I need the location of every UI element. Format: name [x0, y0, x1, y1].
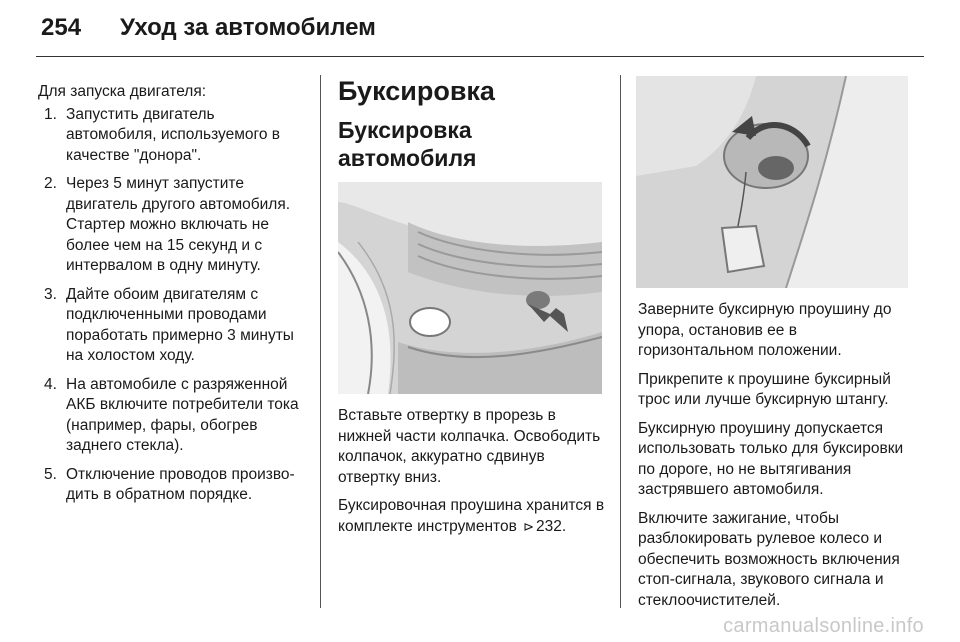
- column-jump-start: [38, 82, 306, 514]
- tow-eye-drawing: [636, 76, 908, 288]
- step-number: 4.: [44, 375, 57, 393]
- list-item: [38, 375, 306, 457]
- column-tow-instructions: [638, 300, 908, 619]
- steps-list: [38, 105, 306, 506]
- list-item: [38, 105, 306, 167]
- intro-text: Для запуска двигателя:: [38, 83, 207, 100]
- list-item: [38, 465, 306, 506]
- page-number: 254: [41, 14, 82, 41]
- column-divider-right: [620, 75, 621, 608]
- instruction-paragraph: [338, 496, 606, 537]
- step-number: 5.: [44, 465, 57, 483]
- step-number: 3.: [44, 285, 57, 303]
- instruction-paragraph: Вставьте отвертку в прорезь в нижней части колпачка. Освободить колпачок, аккуратно сдвинув отвертку вниз.: [338, 407, 601, 486]
- step-text: Запустить двигатель автомобиля, используемого в качестве "донора".: [66, 105, 281, 164]
- step-text: Отключение проводов производить в обратном порядке.: [66, 465, 295, 503]
- cross-reference-page: 232.: [536, 517, 567, 535]
- column-towing: [338, 74, 606, 545]
- watermark: carmanualsonline.info: [723, 615, 924, 637]
- section-title: Буксировка: [338, 76, 495, 106]
- list-item: [38, 285, 306, 367]
- step-number: 2.: [44, 175, 57, 192]
- header-divider: [36, 56, 924, 57]
- subsection-title: Буксировка автомобиля: [338, 117, 477, 171]
- list-item: [38, 174, 306, 277]
- page-header: [36, 12, 924, 52]
- cross-reference-icon: ⊳: [523, 518, 535, 534]
- bumper-illustration: [338, 182, 602, 394]
- step-text: Дайте обоим двигателям с подключенными проводами поработать примерно 3 минуты на холостом ходу.: [66, 285, 294, 364]
- instruction-paragraph: Прикрепите к проушине буксирный трос или лучше буксирную штангу.: [638, 370, 891, 408]
- instruction-paragraph: Включите зажигание, чтобы разблокировать рулевое колесо и обеспечить возможность включения стоп-сигнала, звукового сигнала и стеклоочистителей.: [638, 509, 900, 609]
- storage-text: Буксировочная проушина хранится в комплекте инструментов: [338, 497, 605, 535]
- instruction-paragraph: Заверните буксирную проушину до упора, остановив ее в горизонтальном положении.: [638, 301, 892, 359]
- step-number: 1.: [44, 105, 57, 123]
- bumper-drawing: [338, 182, 602, 394]
- page-title: Уход за автомобилем: [120, 14, 376, 41]
- step-text: Через 5 минут запустите двигатель другого автомобиля. Стартер можно включать не более чем на 15 секунд и с интервалом в одну минуту.: [66, 175, 291, 274]
- column-divider-left: [320, 75, 321, 608]
- instruction-paragraph: Буксирную проушину допускается использовать только для буксировки по дороге, но не вытягивания застрявшего автомобиля.: [638, 419, 904, 498]
- tow-eye-illustration: [636, 76, 908, 288]
- step-text: На автомобиле с разряженной АКБ включите потребители тока (например, фары, обогрев заднего стекла).: [66, 375, 299, 454]
